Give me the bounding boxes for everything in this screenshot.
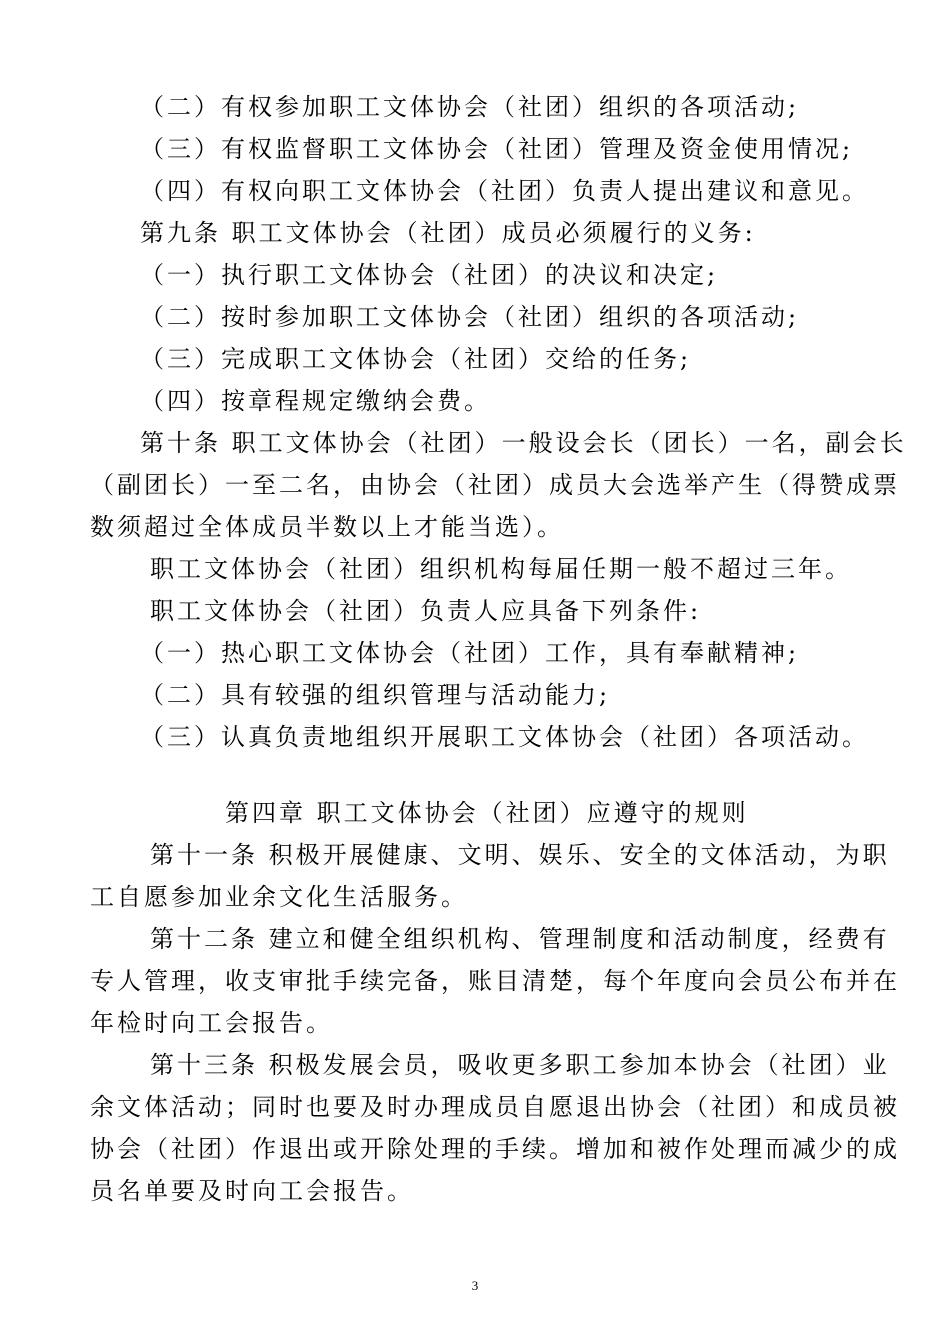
chapter-heading: 第四章 职工文体协会（社团）应遵守的规则	[225, 799, 749, 827]
text-line: （四）按章程规定缴纳会费。	[140, 387, 491, 415]
text-line: 第九条 职工文体协会（社团）成员必须履行的义务:	[140, 219, 756, 247]
text-line: 第十二条 建立和健全组织机构、管理制度和活动制度，经费有	[150, 925, 890, 953]
text-line: 专人管理，收支审批手续完备，账目清楚，每个年度向会员公布并在	[90, 967, 900, 995]
text-line: （二）按时参加职工文体协会（社团）组织的各项活动;	[140, 303, 800, 331]
text-line: 职工文体协会（社团）组织机构每届任期一般不超过三年。	[150, 555, 852, 583]
text-line: （三）完成职工文体协会（社团）交给的任务;	[140, 345, 692, 373]
text-line: （三）认真负责地组织开展职工文体协会（社团）各项活动。	[140, 723, 869, 751]
text-line: 第十条 职工文体协会（社团）一般设会长（团长）一名，副会长	[140, 429, 907, 457]
text-line: 职工文体协会（社团）负责人应具备下列条件:	[150, 597, 702, 625]
text-line: （副团长）一至二名，由协会（社团）成员大会选举产生（得赞成票	[90, 471, 900, 499]
text-line: 余文体活动；同时也要及时办理成员自愿退出协会（社团）和成员被	[90, 1093, 900, 1121]
text-line: 协会（社团）作退出或开除处理的手续。增加和被作处理而减少的成	[90, 1135, 900, 1163]
text-line: 员名单要及时向工会报告。	[90, 1177, 414, 1205]
text-line: 数须超过全体成员半数以上才能当选）。	[90, 513, 564, 541]
text-line: （二）有权参加职工文体协会（社团）组织的各项活动;	[140, 93, 800, 121]
text-line: （三）有权监督职工文体协会（社团）管理及资金使用情况;	[140, 135, 854, 163]
text-line: （四）有权向职工文体协会（社团）负责人提出建议和意见。	[140, 177, 869, 205]
text-line: 工自愿参加业余文化生活服务。	[90, 883, 468, 911]
text-line: 第十一条 积极开展健康、文明、娱乐、安全的文体活动，为职	[150, 841, 890, 869]
text-line: 年检时向工会报告。	[90, 1009, 333, 1037]
text-line: （二）具有较强的组织管理与活动能力;	[140, 681, 611, 709]
text-line: （一）执行职工文体协会（社团）的决议和决定;	[140, 261, 719, 289]
page-number: 3	[471, 1278, 479, 1293]
text-line: （一）热心职工文体协会（社团）工作，具有奉献精神;	[140, 639, 800, 667]
text-line: 第十三条 积极发展会员，吸收更多职工参加本协会（社团）业	[150, 1051, 890, 1079]
